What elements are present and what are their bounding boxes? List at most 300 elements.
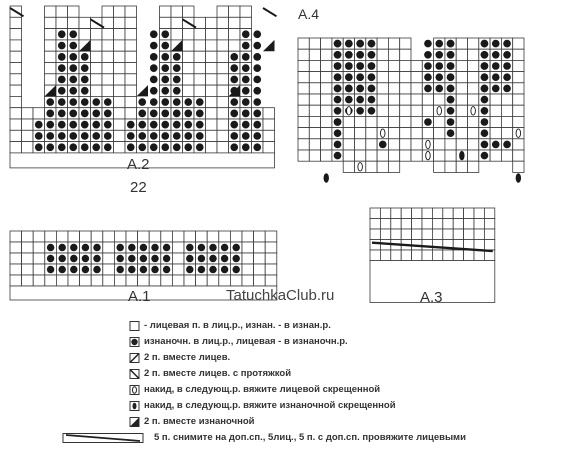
chart-cell xyxy=(254,275,266,286)
chart-cell xyxy=(501,128,512,139)
chart-cell xyxy=(138,231,150,242)
chart-cell xyxy=(10,242,22,253)
chart-cell xyxy=(456,116,467,127)
chart-cell xyxy=(434,161,445,172)
chart-cell xyxy=(196,231,208,242)
legend-item xyxy=(128,430,558,456)
chart-cell xyxy=(377,105,388,116)
chart-cell xyxy=(443,250,453,261)
legend-item xyxy=(128,318,558,334)
chart-cell xyxy=(355,139,366,150)
chart-cell xyxy=(149,231,161,242)
chart-cell xyxy=(400,72,411,83)
chart-cell xyxy=(343,128,354,139)
chart-cell xyxy=(10,108,22,119)
yo-purl-tbl-mark xyxy=(324,174,329,183)
purl-dot xyxy=(503,62,511,70)
legend xyxy=(128,318,558,456)
purl-dot xyxy=(138,121,146,129)
purl-dot xyxy=(58,98,66,106)
chart-cell xyxy=(103,242,115,253)
purl-dot xyxy=(93,255,100,262)
purl-dot xyxy=(242,76,250,84)
chart-cell xyxy=(10,74,22,85)
purl-dot xyxy=(47,255,54,262)
purl-dot xyxy=(492,73,500,81)
purl-dot xyxy=(140,266,147,273)
site-watermark: TatuchkaClub.ru xyxy=(226,287,335,304)
yo-purl-tbl-icon xyxy=(128,400,142,412)
chart-cell xyxy=(380,250,390,261)
purl-dot xyxy=(356,40,364,48)
purl-dot xyxy=(140,255,147,262)
chart-cell xyxy=(468,49,479,60)
purl-dot xyxy=(221,266,228,273)
chart-cell xyxy=(114,119,126,130)
chart-cell xyxy=(468,38,479,49)
chart-cell xyxy=(196,275,208,286)
purl-dot xyxy=(81,143,89,151)
purl-dot xyxy=(58,244,65,251)
purl-dot xyxy=(481,152,489,160)
chart-cell xyxy=(56,275,68,286)
chart-cell xyxy=(10,51,22,62)
chart-cell xyxy=(206,142,218,153)
chart-cell xyxy=(45,74,57,85)
purl-dot xyxy=(424,73,432,81)
chart-cell xyxy=(388,150,399,161)
chart-cell xyxy=(377,161,388,172)
chart-cell xyxy=(388,116,399,127)
purl-dot xyxy=(492,51,500,59)
purl-dot xyxy=(481,73,489,81)
slip-5-icon xyxy=(62,432,144,444)
chart-cell xyxy=(377,116,388,127)
chart-cell xyxy=(160,6,172,17)
chart-a1-label: A.1 xyxy=(128,288,151,305)
chart-cell xyxy=(207,275,219,286)
purl-dot xyxy=(492,40,500,48)
chart-cell xyxy=(370,219,380,230)
purl-dot xyxy=(35,121,43,129)
purl-dot xyxy=(230,121,238,129)
chart-cell xyxy=(412,250,422,261)
chart-cell xyxy=(456,139,467,150)
purl-dot xyxy=(230,53,238,61)
chart-cell xyxy=(45,17,57,28)
chart-cell xyxy=(388,49,399,60)
chart-cell xyxy=(206,29,218,40)
chart-cell xyxy=(412,219,422,230)
purl-dot xyxy=(150,53,158,61)
chart-cell xyxy=(453,250,463,261)
purl-dot xyxy=(127,132,135,140)
purl-dot xyxy=(69,121,77,129)
chart-cell xyxy=(125,108,137,119)
chart-cell xyxy=(434,116,445,127)
chart-cell xyxy=(242,242,254,253)
purl-dot xyxy=(435,62,443,70)
purl-dot xyxy=(58,87,66,95)
chart-cell xyxy=(388,38,399,49)
purl-dot xyxy=(334,62,342,70)
purl-dot xyxy=(447,129,455,137)
chart-cell xyxy=(388,83,399,94)
purl-dot xyxy=(58,266,65,273)
purl-dot xyxy=(46,98,54,106)
chart-cell xyxy=(422,105,433,116)
chart-cell xyxy=(309,116,320,127)
purl-dot xyxy=(104,121,112,129)
purl-dot xyxy=(151,244,158,251)
purl-dot xyxy=(424,62,432,70)
chart-cell xyxy=(125,51,137,62)
chart-cell xyxy=(161,275,173,286)
chart-cell xyxy=(10,275,22,286)
chart-cell xyxy=(45,6,57,17)
legend-item xyxy=(128,350,558,366)
purl-dot xyxy=(230,110,238,118)
chart-cell xyxy=(217,63,229,74)
chart-cell xyxy=(309,128,320,139)
p2tog-icon xyxy=(128,416,142,428)
chart-cell xyxy=(309,105,320,116)
chart-cell xyxy=(391,229,401,240)
purl-dot xyxy=(368,62,376,70)
chart-cell xyxy=(468,72,479,83)
chart-cell xyxy=(468,139,479,150)
purl-dot xyxy=(198,266,205,273)
chart-cell xyxy=(114,29,126,40)
purl-dot xyxy=(46,132,54,140)
purl-dot xyxy=(161,121,169,129)
chart-cell xyxy=(456,105,467,116)
purl-dot xyxy=(242,143,250,151)
chart-cell xyxy=(321,139,332,150)
legend-text: 2 п. вместе лицев. с протяжкой xyxy=(144,368,292,379)
chart-cell xyxy=(484,229,494,240)
chart-cell xyxy=(206,119,218,130)
purl-dot xyxy=(345,40,353,48)
purl-dot xyxy=(186,244,193,251)
purl-dot xyxy=(69,143,77,151)
chart-cell xyxy=(321,72,332,83)
chart-cell xyxy=(370,208,380,219)
chart-cell xyxy=(456,38,467,49)
chart-cell xyxy=(443,208,453,219)
chart-cell xyxy=(298,150,309,161)
purl-dot xyxy=(334,118,342,126)
chart-cell xyxy=(513,60,524,71)
purl-dot xyxy=(58,64,66,72)
purl-dot xyxy=(58,255,65,262)
purl-dot xyxy=(116,255,123,262)
purl-dot xyxy=(186,255,193,262)
purl-dot xyxy=(481,141,489,149)
chart-cell xyxy=(443,229,453,240)
purl-dot xyxy=(253,87,261,95)
chart-cell xyxy=(172,253,184,264)
purl-dot xyxy=(481,51,489,59)
purl-dot xyxy=(161,42,169,50)
chart-cell xyxy=(456,72,467,83)
chart-cell xyxy=(388,128,399,139)
chart-cell xyxy=(219,231,231,242)
chart-cell xyxy=(22,130,34,141)
purl-dot xyxy=(334,73,342,81)
chart-cell xyxy=(22,264,34,275)
purl-dot xyxy=(334,96,342,104)
purl-dot xyxy=(356,73,364,81)
purl-dot xyxy=(447,96,455,104)
chart-cell xyxy=(380,219,390,230)
chart-cell xyxy=(22,108,34,119)
purl-dot xyxy=(93,244,100,251)
chart-cell xyxy=(432,250,442,261)
chart-cell xyxy=(321,49,332,60)
chart-cell xyxy=(217,96,229,107)
chart-cell xyxy=(265,253,277,264)
chart-cell xyxy=(263,142,275,153)
chart-cell xyxy=(217,108,229,119)
purl-dot xyxy=(69,132,77,140)
chart-cell xyxy=(102,29,114,40)
purl-dot xyxy=(503,40,511,48)
legend-item xyxy=(128,334,558,350)
purl-dot xyxy=(150,87,158,95)
purl-dot xyxy=(209,255,216,262)
chart-cell xyxy=(377,83,388,94)
purl-dot xyxy=(253,30,261,38)
chart-cell xyxy=(254,264,266,275)
chart-cell xyxy=(355,128,366,139)
purl-dot xyxy=(173,87,181,95)
chart-cell xyxy=(183,85,195,96)
chart-cell xyxy=(125,85,137,96)
chart-a2-label: A.2 xyxy=(127,156,150,173)
purl-dot xyxy=(128,255,135,262)
purl-dot xyxy=(35,143,43,151)
purl-dot xyxy=(138,110,146,118)
chart-cell xyxy=(343,116,354,127)
chart-cell xyxy=(206,51,218,62)
purl-dot xyxy=(334,141,342,149)
chart-cell xyxy=(183,51,195,62)
chart-cell xyxy=(184,231,196,242)
chart-cell xyxy=(513,94,524,105)
purl-dot xyxy=(138,143,146,151)
purl-dot xyxy=(46,121,54,129)
chart-cell xyxy=(377,60,388,71)
purl-dot xyxy=(184,121,192,129)
chart-cell xyxy=(80,231,92,242)
chart-cell xyxy=(114,17,126,28)
chart-cell xyxy=(125,74,137,85)
chart-cell xyxy=(10,96,22,107)
purl-dot xyxy=(481,107,489,115)
chart-cell xyxy=(183,40,195,51)
purl-dot xyxy=(128,244,135,251)
chart-cell xyxy=(445,161,456,172)
chart-cell xyxy=(434,128,445,139)
chart-cell xyxy=(125,96,137,107)
purl-dot xyxy=(58,53,66,61)
chart-cell xyxy=(103,264,115,275)
purl-dot xyxy=(492,62,500,70)
chart-cell xyxy=(468,60,479,71)
purl-dot xyxy=(150,132,158,140)
chart-cell xyxy=(468,150,479,161)
chart-cell xyxy=(206,85,218,96)
chart-cell xyxy=(412,229,422,240)
chart-cell xyxy=(400,105,411,116)
purl-dot xyxy=(435,85,443,93)
chart-cell xyxy=(114,85,126,96)
chart-cell xyxy=(432,219,442,230)
chart-cell xyxy=(56,231,68,242)
chart-cell xyxy=(411,60,422,71)
purl-dot xyxy=(81,76,89,84)
chart-cell xyxy=(400,60,411,71)
chart-cell xyxy=(343,150,354,161)
chart-cell xyxy=(411,128,422,139)
purl-dot xyxy=(424,40,432,48)
chart-cell xyxy=(513,105,524,116)
purl-dot xyxy=(481,118,489,126)
purl-dot xyxy=(435,51,443,59)
purl-dot xyxy=(81,87,89,95)
chart-cell xyxy=(254,253,266,264)
chart-cell xyxy=(91,74,103,85)
chart-cell xyxy=(377,94,388,105)
chart-cell xyxy=(10,40,22,51)
purl-dot xyxy=(47,244,54,251)
purl-dot xyxy=(334,107,342,115)
chart-cell xyxy=(79,29,91,40)
purl-dot xyxy=(198,255,205,262)
purl-dot xyxy=(81,53,89,61)
chart-cell xyxy=(513,150,524,161)
chart-cell xyxy=(183,63,195,74)
chart-cell xyxy=(33,108,45,119)
purl-dot xyxy=(173,76,181,84)
purl-dot xyxy=(253,121,261,129)
chart-cell xyxy=(114,130,126,141)
chart-a4-label: A.4 xyxy=(298,6,320,22)
chart-cell xyxy=(298,60,309,71)
chart-cell xyxy=(45,231,57,242)
chart-cell xyxy=(91,63,103,74)
chart-cell xyxy=(501,116,512,127)
chart-cell xyxy=(56,6,68,17)
chart-cell xyxy=(68,275,80,286)
chart-cell xyxy=(10,29,22,40)
chart-cell xyxy=(443,219,453,230)
chart-cell xyxy=(217,29,229,40)
chart-cell xyxy=(401,250,411,261)
ssk-mark xyxy=(263,8,277,16)
chart-cell xyxy=(411,94,422,105)
purl-dot xyxy=(253,76,261,84)
purl-dot xyxy=(230,132,238,140)
chart-cell xyxy=(474,250,484,261)
chart-cell xyxy=(217,51,229,62)
chart-cell xyxy=(422,250,432,261)
chart-cell xyxy=(501,105,512,116)
chart-cell xyxy=(114,51,126,62)
purl-dot xyxy=(253,98,261,106)
purl-dot xyxy=(173,132,181,140)
chart-cell xyxy=(456,94,467,105)
chart-cell xyxy=(321,150,332,161)
chart-cell xyxy=(254,242,266,253)
chart-cell xyxy=(309,150,320,161)
purl-dot xyxy=(345,96,353,104)
legend-item xyxy=(128,382,558,398)
yo-knit-tbl-mark xyxy=(380,129,385,138)
purl-dot xyxy=(242,87,250,95)
chart-cell xyxy=(10,130,22,141)
chart-cell xyxy=(513,139,524,150)
chart-cell xyxy=(377,38,388,49)
purl-dot xyxy=(161,132,169,140)
purl-dot xyxy=(492,141,500,149)
chart-cell xyxy=(343,161,354,172)
purl-dot xyxy=(150,76,158,84)
chart-cell xyxy=(513,83,524,94)
chart-cell xyxy=(91,51,103,62)
chart-cell xyxy=(217,119,229,130)
purl-dot xyxy=(58,110,66,118)
purl-dot xyxy=(242,30,250,38)
purl-dot xyxy=(242,110,250,118)
chart-cell xyxy=(391,219,401,230)
chart-cell xyxy=(432,229,442,240)
chart-cell xyxy=(240,6,252,17)
chart-cell xyxy=(422,219,432,230)
chart-cell xyxy=(400,139,411,150)
chart-a2-stitch-count: 22 xyxy=(130,179,147,196)
yo-knit-tbl-icon xyxy=(128,384,142,396)
chart-cell xyxy=(490,105,501,116)
purl-dot xyxy=(196,143,204,151)
chart-cell xyxy=(217,85,229,96)
chart-cell xyxy=(206,63,218,74)
chart-cell xyxy=(33,253,45,264)
chart-cell xyxy=(412,208,422,219)
purl-dot xyxy=(368,40,376,48)
purl-dot xyxy=(58,132,66,140)
purl-dot xyxy=(481,40,489,48)
purl-dot xyxy=(47,266,54,273)
chart-cell xyxy=(91,29,103,40)
chart-cell xyxy=(102,6,114,17)
purl-dot xyxy=(356,107,364,115)
purl-dot xyxy=(368,107,376,115)
chart-cell xyxy=(445,150,456,161)
chart-cell xyxy=(206,108,218,119)
chart-cell xyxy=(464,250,474,261)
chart-cell xyxy=(298,116,309,127)
purl-dot xyxy=(46,143,54,151)
yo-knit-tbl-mark xyxy=(347,107,352,116)
chart-cell xyxy=(206,74,218,85)
purl-dot xyxy=(447,40,455,48)
chart-cell xyxy=(102,63,114,74)
purl-dot xyxy=(345,85,353,93)
chart-cell xyxy=(309,72,320,83)
purl-dot xyxy=(186,266,193,273)
